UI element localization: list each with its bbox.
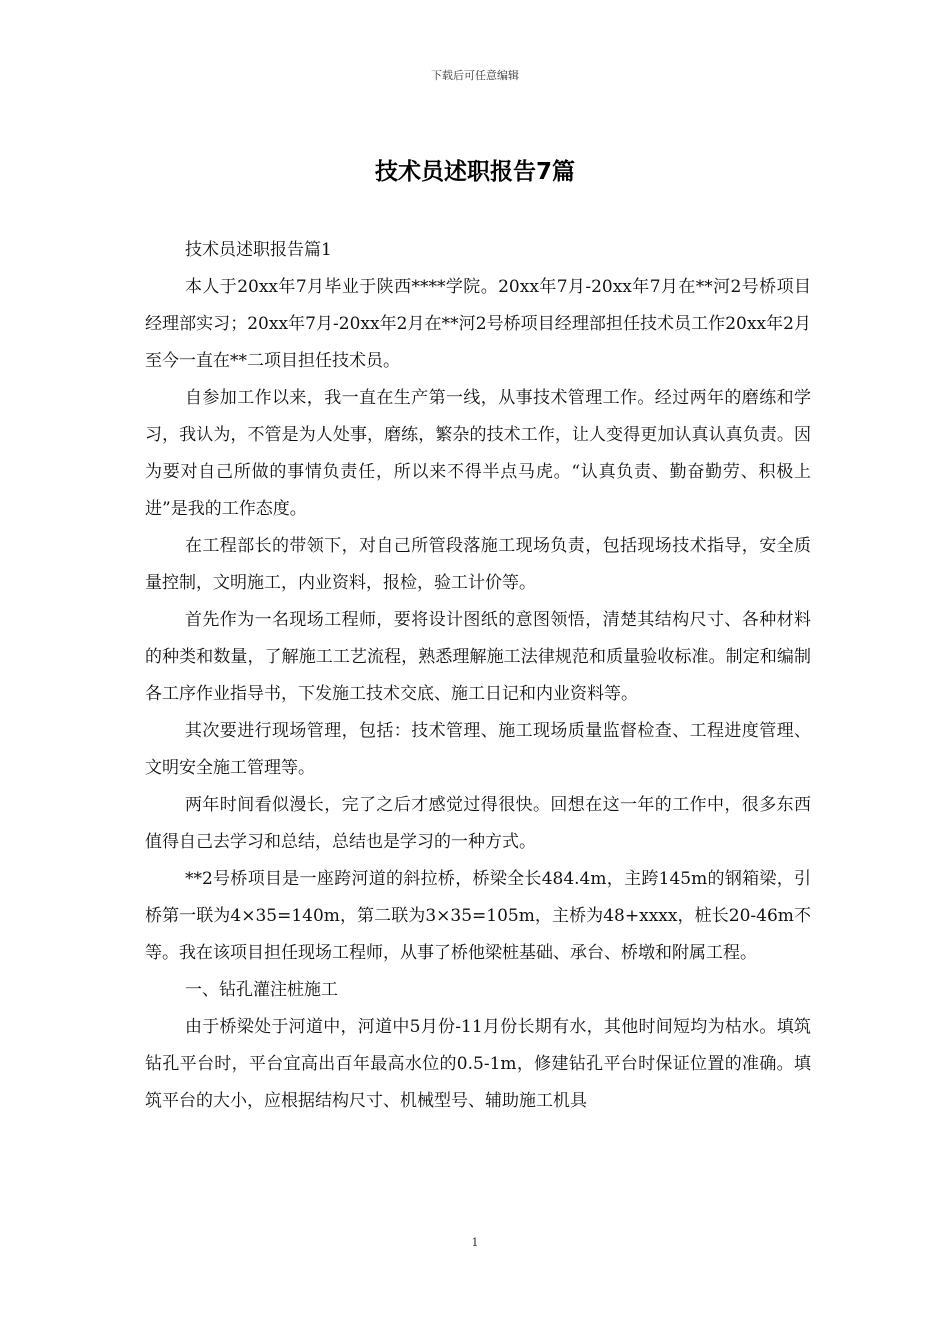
paragraph-bridge-project: **2号桥项目是一座跨河道的斜拉桥，桥梁全长484.4m，主跨145m的钢箱梁，引桥第一联为4×35=140m，第二联为3×35=105m，主桥为48+xxxx，桩长20-46m不等。我在该项目担任现场工程师，从事了桥他梁桩基础、承台、桥墩和附属工程。 [145, 869, 811, 963]
subsection-heading-piles: 一、钻孔灌注桩施工 [185, 980, 338, 1000]
paragraph-reflection: 两年时间看似漫长，完了之后才感觉过得很快。回想在这一年的工作中，很多东西值得自己去学习和总结，总结也是学习的一种方式。 [145, 795, 811, 852]
document-title: 技术员述职报告7篇 [374, 159, 575, 185]
paragraph-drilling-platform: 由于桥梁处于河道中，河道中5月份-11月份长期有水，其他时间短均为枯水。填筑钻孔平台时，平台宜高出百年最高水位的0.5-1m，修建钻孔平台时保证位置的准确。填筑平台的大小，应根据结构尺寸、机械型号、辅助施工机具 [145, 1017, 811, 1111]
paragraph-responsibilities: 在工程部长的带领下，对自己所管段落施工现场负责，包括现场技术指导，安全质量控制，文明施工，内业资料，报检，验工计价等。 [145, 536, 811, 593]
document-body [145, 232, 811, 1120]
paragraph-field-engineer: 首先作为一名现场工程师，要将设计图纸的意图领悟，清楚其结构尺寸、各种材料的种类和数量，了解施工工艺流程，熟悉理解施工法律规范和质量验收标准。制定和编制各工序作业指导书，下发施工技术交底、施工日记和内业资料等。 [145, 610, 811, 704]
paragraph-bio: 本人于20xx年7月毕业于陕西****学院。20xx年7月-20xx年7月在**河2号桥项目经理部实习；20xx年7月-20xx年2月在**河2号桥项目经理部担任技术员工作20xx年2月至今一直在**二项目担任技术员。 [145, 277, 811, 371]
header-note: 下载后可任意编辑 [431, 69, 519, 82]
section-heading-1: 技术员述职报告篇1 [185, 240, 332, 260]
paragraph-attitude: 自参加工作以来，我一直在生产第一线，从事技术管理工作。经过两年的磨练和学习，我认为，不管是为人处事，磨练，繁杂的技术工作，让人变得更加认真认真负责。因为要对自己所做的事情负责任，所以来不得半点马虎。“认真负责、勤奋勤劳、积极上进”是我的工作态度。 [145, 388, 811, 519]
page-number: 1 [471, 1236, 479, 1249]
paragraph-site-management: 其次要进行现场管理，包括：技术管理、施工现场质量监督检查、工程进度管理、文明安全施工管理等。 [145, 721, 811, 778]
